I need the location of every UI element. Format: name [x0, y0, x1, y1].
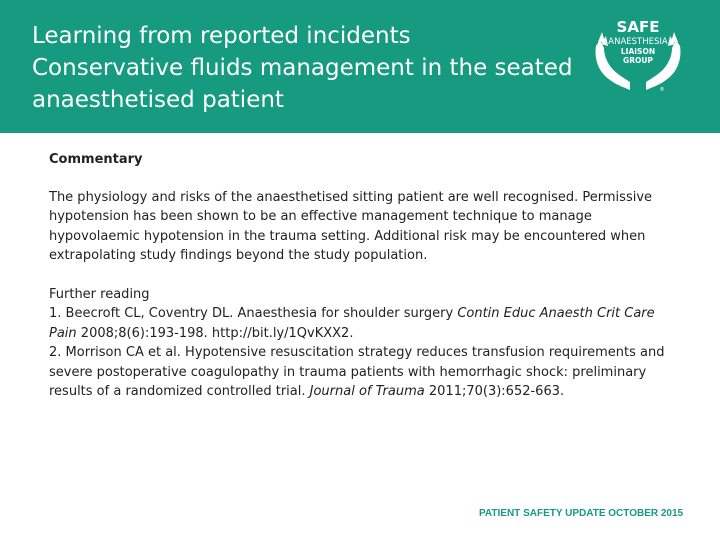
- header-banner: [0, 0, 720, 133]
- logo-anaesthesia-text: ANAESTHESIA: [608, 37, 668, 47]
- commentary-paragraph: [49, 188, 674, 266]
- reference-2-citation: 2011;70(3):652-663.: [424, 384, 565, 399]
- commentary-line: extrapolating study findings beyond the study population.: [49, 248, 428, 263]
- reference-1-citation: 2008;8(6):193-198. http://bit.ly/1QvKXX2.: [76, 325, 354, 341]
- commentary-heading: Commentary: [49, 152, 143, 167]
- page-title: [32, 20, 572, 116]
- footer-label: PATIENT SAFETY UPDATE OCTOBER 2015: [479, 508, 684, 519]
- further-reading-heading: Further reading: [49, 286, 150, 302]
- commentary-line: hypotension has been shown to be an effective management technique to manage: [49, 209, 592, 224]
- reference-1-journal: Contin Educ Anaesth Crit Care: [457, 306, 655, 321]
- commentary-line: The physiology and risks of the anaesthetised sitting patient are well recognised. Permissive: [49, 189, 653, 205]
- title-line: Learning from reported incidents: [32, 23, 411, 49]
- reference-2-line: severe postoperative coagulopathy in trauma patients with hemorrhagic shock: preliminary: [49, 364, 647, 380]
- reference-2-line: 2. Morrison CA et al. Hypotensive resuscitation strategy reduces transfusion requirements and: [49, 345, 665, 360]
- title-line: Conservative fluids management in the seated: [32, 55, 573, 81]
- logo-liaison-text: LIAISON: [620, 47, 656, 56]
- logo-registered-mark: ®: [659, 87, 665, 93]
- title-line: anaesthetised patient: [32, 87, 284, 113]
- logo-group-text: GROUP: [623, 56, 653, 65]
- reference-1-journal-cont: Pain: [49, 325, 77, 341]
- reference-2-journal: Journal of Trauma: [309, 384, 425, 399]
- reference-2-text: results of a randomized controlled trial.: [49, 384, 310, 399]
- commentary-line: hypovolaemic hypotension in the trauma setting. Additional risk may be encountered when: [49, 228, 646, 244]
- safe-anaesthesia-logo: [590, 18, 686, 94]
- content-body: [49, 150, 674, 402]
- reference-1-text: 1. Beecroft CL, Coventry DL. Anaesthesia for shoulder surgery: [49, 306, 458, 321]
- reference-1: [49, 304, 674, 343]
- logo-safe-text: SAFE: [616, 18, 660, 36]
- reference-2: [49, 343, 674, 402]
- further-reading-section: [49, 285, 674, 402]
